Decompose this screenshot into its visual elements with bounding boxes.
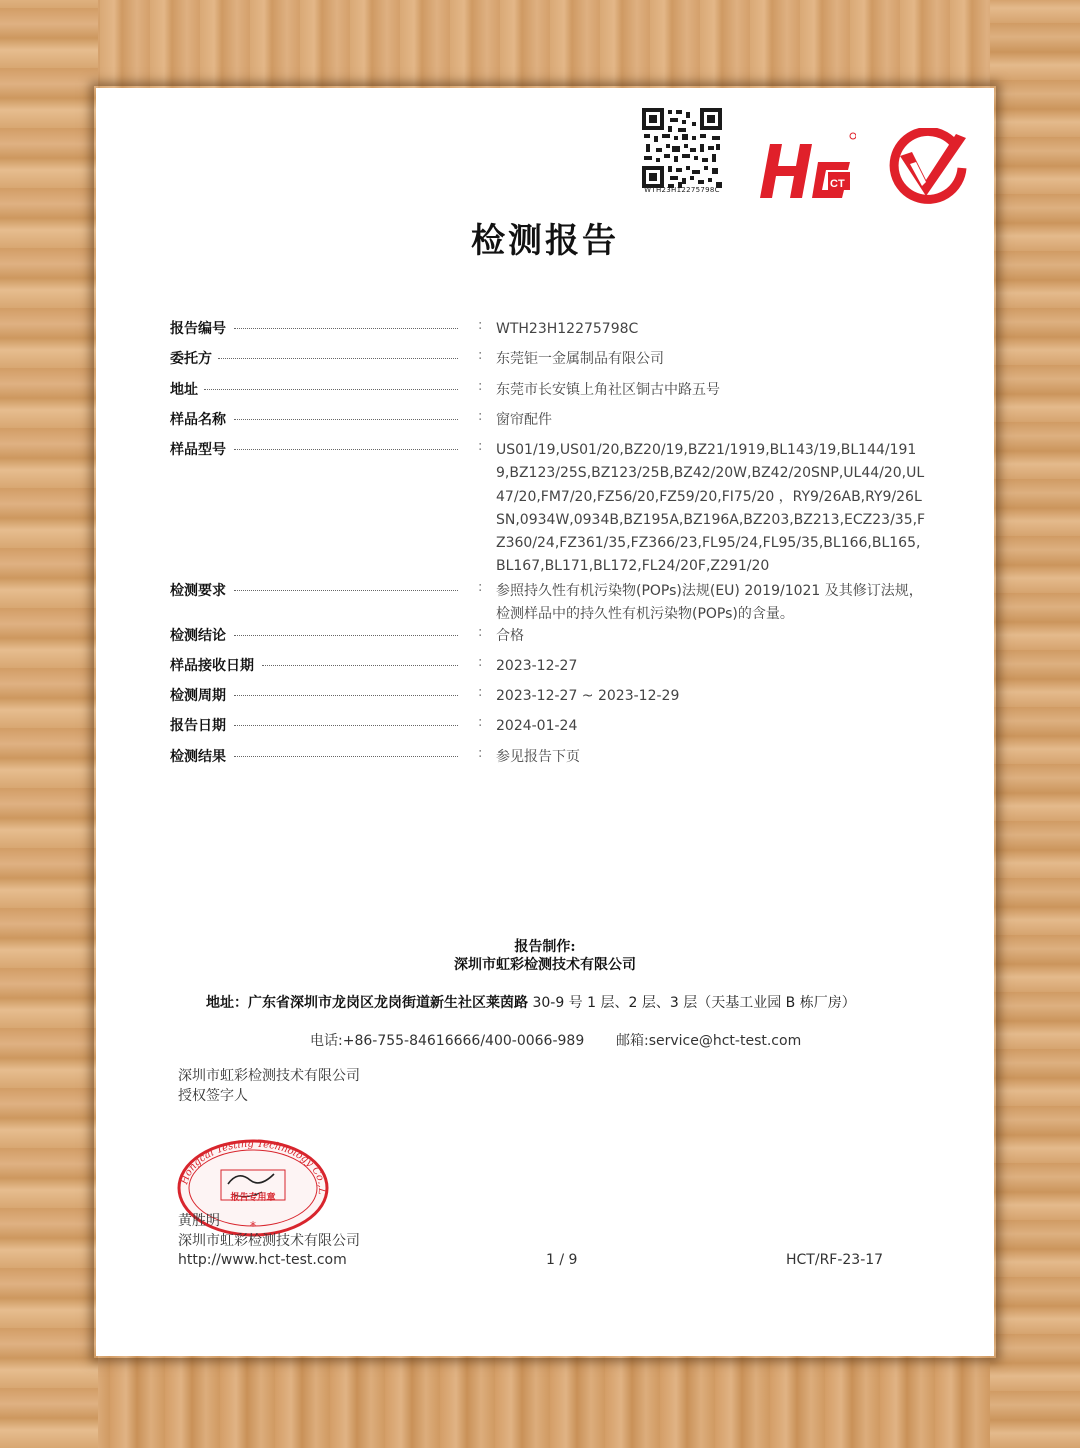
page-number: 1 / 9 [546, 1252, 578, 1268]
field-value: US01/19,US01/20,BZ20/19,BZ21/1919,BL143/19,BL144/1919,BZ123/25S,BZ123/25B,BZ42/20W,BZ42/20SNP,UL44/20,UL47/20,FM7/20,FZ56/20,FZ59/20,FI75/20 ，RY9/26AB,RY9/26LSN,0934W,0934B,BZ195A,BZ196A,BZ203,BZ213,ECZ23/35,FZ360/24,FZ361/35,FZ366/23,FL95/24,FL95/35,BL166,BL165,BL167,BL171,BL172,FL24/20F,Z291/20 [496, 442, 926, 575]
field-report-number: 报告编号 : WTH23H12275798C [96, 318, 994, 338]
field-value: 2023-12-27 [496, 658, 578, 674]
field-test-result: 检测结果 : 参见报告下页 [96, 746, 994, 766]
qr-code [642, 108, 722, 188]
field-label: 检测要求 [170, 583, 226, 599]
svg-text:CT: CT [830, 178, 845, 190]
hct-logo [756, 126, 856, 206]
field-label: 样品名称 [170, 412, 226, 428]
maker-company: 深圳市虹彩检测技术有限公司 [454, 957, 636, 973]
phone: 电话:+86-755-84616666/400-0066-989 [310, 1033, 585, 1049]
frame-top [0, 0, 1080, 90]
field-received-date: 样品接收日期 : 2023-12-27 [96, 655, 994, 675]
field-value: 2023-12-27 ~ 2023-12-29 [496, 688, 680, 704]
signatory-company: 深圳市虹彩检测技术有限公司 [178, 1068, 360, 1084]
signatory-block [178, 1066, 360, 1106]
field-test-requirement: 检测要求 : 参照持久性有机污染物(POPs)法规(EU) 2019/1021 及其修订法规，检测样品中的持久性有机污染物(POPs)的含量。 [96, 580, 994, 600]
field-sample-model: 样品型号 : US01/19,US01/20,BZ20/19,BZ21/1919,BL143/19,BL144/1919,BZ123/25S,BZ123/25B,BZ42/20W,BZ42/20SNP,UL44/20,UL47/20,FM7/20,FZ56/20,FZ59/20,FI75/20 ，RY9/26AB,RY9/26LSN,0934W,0934B,BZ195A,BZ196A,BZ203,BZ213,ECZ23/35,FZ360/24,FZ361/35,FZ366/23,FL95/24,FL95/35,BL166,BL165,BL167,BL171,BL172,FL24/20F,Z291/20 [96, 439, 994, 459]
field-label: 报告编号 [170, 321, 226, 337]
field-value: 窗帘配件 [496, 412, 552, 428]
field-label: 地址 [170, 382, 198, 398]
frame-bottom [0, 1352, 1080, 1448]
address-bold: 广东省深圳市龙岗区龙岗街道新生社区莱茵路 [248, 995, 528, 1011]
svg-text:*: * [250, 1219, 256, 1233]
seal-inner-text: 报告专用章 [230, 1193, 276, 1203]
email: 邮箱:service@hct-test.com [616, 1033, 802, 1049]
website-link[interactable]: http://www.hct-test.com [178, 1252, 347, 1268]
signer-name: 黄胜明 [178, 1213, 220, 1229]
seal-text: Hongcai Testing Technology Co.,L [179, 1138, 328, 1196]
field-value: 2024-01-24 [496, 718, 578, 734]
made-by-label: 报告制作: [514, 939, 576, 955]
field-address: 地址 : 东莞市长安镇上角社区铜古中路五号 [96, 379, 994, 399]
field-sample-name: 样品名称 : 窗帘配件 [96, 409, 994, 429]
address-label: 地址： [206, 995, 248, 1011]
field-value: 参照持久性有机污染物(POPs)法规(EU) 2019/1021 及其修订法规，检测样品中的持久性有机污染物(POPs)的含量。 [496, 583, 923, 623]
report-maker [96, 938, 994, 974]
field-conclusion: 检测结论 : 合格 [96, 625, 994, 645]
qr-caption: WTH23H12275798C [644, 186, 720, 194]
signer-company: 深圳市虹彩检测技术有限公司 [178, 1233, 360, 1249]
field-test-period: 检测周期 : 2023-12-27 ~ 2023-12-29 [96, 685, 994, 705]
field-label: 检测结果 [170, 749, 226, 765]
field-label: 样品接收日期 [170, 658, 254, 674]
field-label: 样品型号 [170, 442, 226, 458]
company-address [206, 992, 856, 1012]
signatory-role: 授权签字人 [178, 1088, 248, 1104]
frame-left [0, 0, 98, 1448]
certificate-page [96, 88, 994, 1356]
field-client: 委托方 : 东莞钜一金属制品有限公司 [96, 348, 994, 368]
field-label: 检测结论 [170, 628, 226, 644]
address-rest: 30-9 号 1 层、2 层、3 层（天基工业园 B 栋厂房） [528, 995, 856, 1011]
form-code: HCT/RF-23-17 [786, 1252, 884, 1268]
field-label: 报告日期 [170, 718, 226, 734]
field-value: 参见报告下页 [496, 749, 580, 765]
field-label: 委托方 [170, 351, 212, 367]
field-label: 检测周期 [170, 688, 226, 704]
field-value: WTH23H12275798C [496, 321, 639, 337]
field-report-date: 报告日期 : 2024-01-24 [96, 715, 994, 735]
field-value: 东莞钜一金属制品有限公司 [496, 351, 664, 367]
certification-check-logo [886, 128, 968, 208]
field-value: 东莞市长安镇上角社区铜古中路五号 [496, 382, 720, 398]
report-title: 检测报告 [471, 221, 619, 261]
field-value: 合格 [496, 628, 524, 644]
frame-right [990, 0, 1080, 1448]
